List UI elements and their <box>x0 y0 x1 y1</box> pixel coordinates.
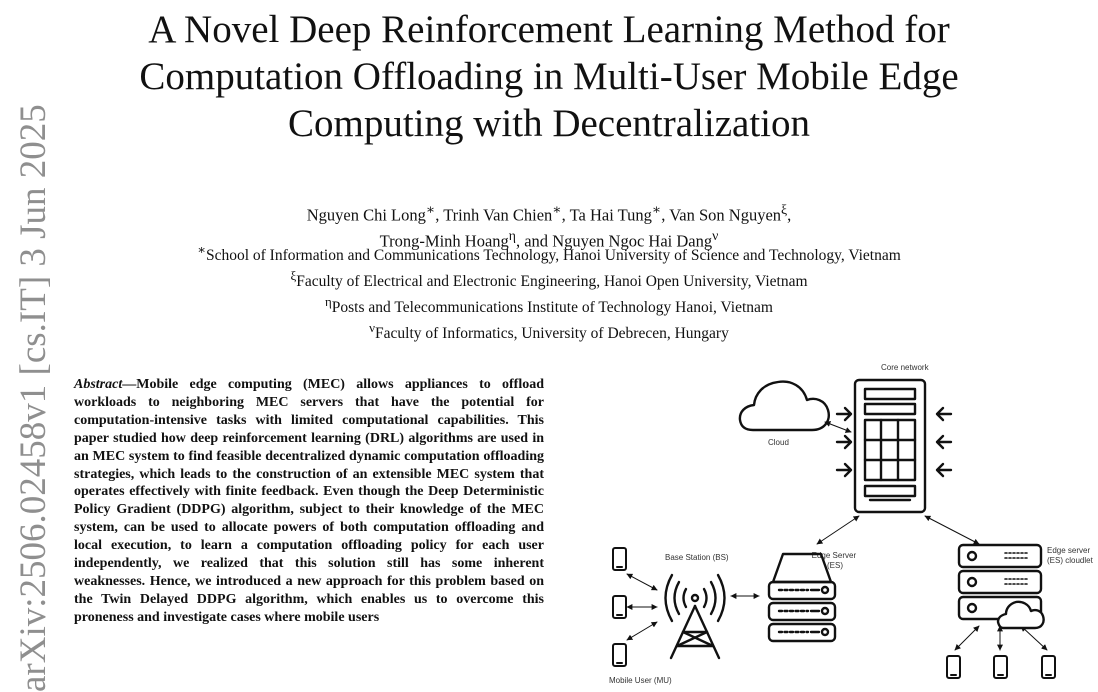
affiliation-mark: ξ <box>781 202 788 217</box>
mobile-phone-icon <box>613 644 626 666</box>
affiliation-mark: ξ <box>290 268 297 284</box>
author-name: Trong-Minh Hoang <box>379 231 509 250</box>
affiliation-mark: ν <box>369 320 376 336</box>
affiliation-text: Faculty of Informatics, University of Debrecen, Hungary <box>375 325 729 343</box>
abstract <box>74 376 544 627</box>
cloudlet-cloud-icon <box>998 602 1044 628</box>
mobile-phone-icon <box>613 548 626 570</box>
mobile-phone-icon <box>994 656 1007 678</box>
cloudlet-label <box>1047 546 1094 565</box>
core-network-label: Core network <box>881 363 929 372</box>
author-name: Nguyen Ngoc Hai Dang <box>552 231 713 250</box>
system-diagram <box>585 358 1093 692</box>
affiliation-mark: η <box>325 294 332 310</box>
cloudlet-label-line: Edge server <box>1047 546 1091 555</box>
edge-server-icon <box>769 554 835 641</box>
affiliation-text: Faculty of Electrical and Electronic Engineering, Hanoi Open University, Vietnam <box>296 273 808 291</box>
abstract-text: —Mobile edge computing (MEC) allows appliances to offload workloads to neighboring MEC servers that have the potential for computation-intensive tasks with limited computational capabilities. This paper studied how deep reinforcement learning (DRL) algorithms are used in an MEC system to find feasible decentralized dynamic computation offloading strategies, which leads to the construction of an extensible MEC system that operates effectively with finite feedback. Even though the Deep Deterministic Policy Gradient (DDPG) algorithm, subject to their knowledge of the MEC system, can be used to allocate powers of both computation offloading and local execution, to learn a computation offloading policy for each user independently, we realized that this solution still has some inherent weaknesses. Hence, we introduced a new approach for this problem based on the Twin Delayed DDPG algorithm, which enables us to overcome this proneness and investigate cases where mobile users <box>74 377 544 625</box>
affiliation-mark: ∗ <box>425 202 436 217</box>
cloudlet-label-line: (ES) cloudlet <box>1047 556 1093 565</box>
author-name: Trinh Van Chien <box>443 205 553 225</box>
link-cloud-core <box>825 422 851 432</box>
link-core-cloudlet <box>925 516 979 544</box>
affiliation-text: Posts and Telecommunications Institute of Technology Hanoi, Vietnam <box>331 299 773 317</box>
arxiv-stamp: arXiv:2506.02458v1 [cs.IT] 3 Jun 2025 <box>13 104 54 692</box>
link-mu1-bs <box>627 574 657 590</box>
author-conjunction: and <box>524 231 549 250</box>
mobile-user-label: Mobile User (MU) <box>609 676 672 685</box>
mobile-phone-icon <box>613 596 626 618</box>
title-line: A Novel Deep Reinforcement Learning Method for <box>148 8 950 51</box>
link-mu3-bs <box>627 622 657 640</box>
title-line: Computing with Decentralization <box>287 102 811 145</box>
link-cloudlet-mu6 <box>1021 626 1047 650</box>
link-cloudlet-mu4 <box>955 626 979 650</box>
affiliation <box>0 318 1098 344</box>
title-line: Computation Offloading in Multi-User Mobile Edge <box>139 55 959 98</box>
abstract-label: Abstract <box>74 377 123 392</box>
author-line: Nguyen Chi Long∗, Trinh Van Chien∗, Ta Hai Tung∗, Van Son Nguyen$^\xi$, <box>306 202 792 225</box>
author-name: Ta Hai Tung <box>569 205 652 225</box>
affiliation-mark: η <box>508 227 516 243</box>
affiliation-mark: ν <box>712 227 719 243</box>
cloud-icon <box>740 382 829 430</box>
edge-server-label-line: (ES) <box>827 561 843 570</box>
base-station-label: Base Station (BS) <box>665 553 729 562</box>
core-network-icon <box>855 380 925 512</box>
base-station-tower-icon <box>666 575 725 658</box>
affiliation <box>0 266 1098 292</box>
affiliation <box>0 240 1098 266</box>
edge-server-label-line: Edge Server <box>811 551 857 560</box>
author-name: Van Son Nguyen <box>669 205 782 225</box>
paper-title <box>0 6 1098 147</box>
affiliation-mark: ∗ <box>197 242 206 257</box>
affiliation <box>0 292 1098 318</box>
author-line: Trong-Minh Hoang$^\eta$, and Nguyen Ngoc Hai Dang$^\nu$ <box>379 227 719 250</box>
link-core-es <box>817 516 859 544</box>
affiliation-list <box>0 240 1098 345</box>
affiliation-mark: ∗ <box>552 202 562 217</box>
arxiv-sidebar <box>10 104 54 692</box>
author-name: Nguyen Chi Long <box>306 205 426 225</box>
mobile-phone-icon <box>947 656 960 678</box>
mobile-phone-icon <box>1042 656 1055 678</box>
affiliation-text: School of Information and Communications Technology, Hanoi University of Science and Technology, Vietnam <box>205 247 901 265</box>
affiliation-mark: ∗ <box>651 202 662 217</box>
cloud-label: Cloud <box>768 438 789 447</box>
